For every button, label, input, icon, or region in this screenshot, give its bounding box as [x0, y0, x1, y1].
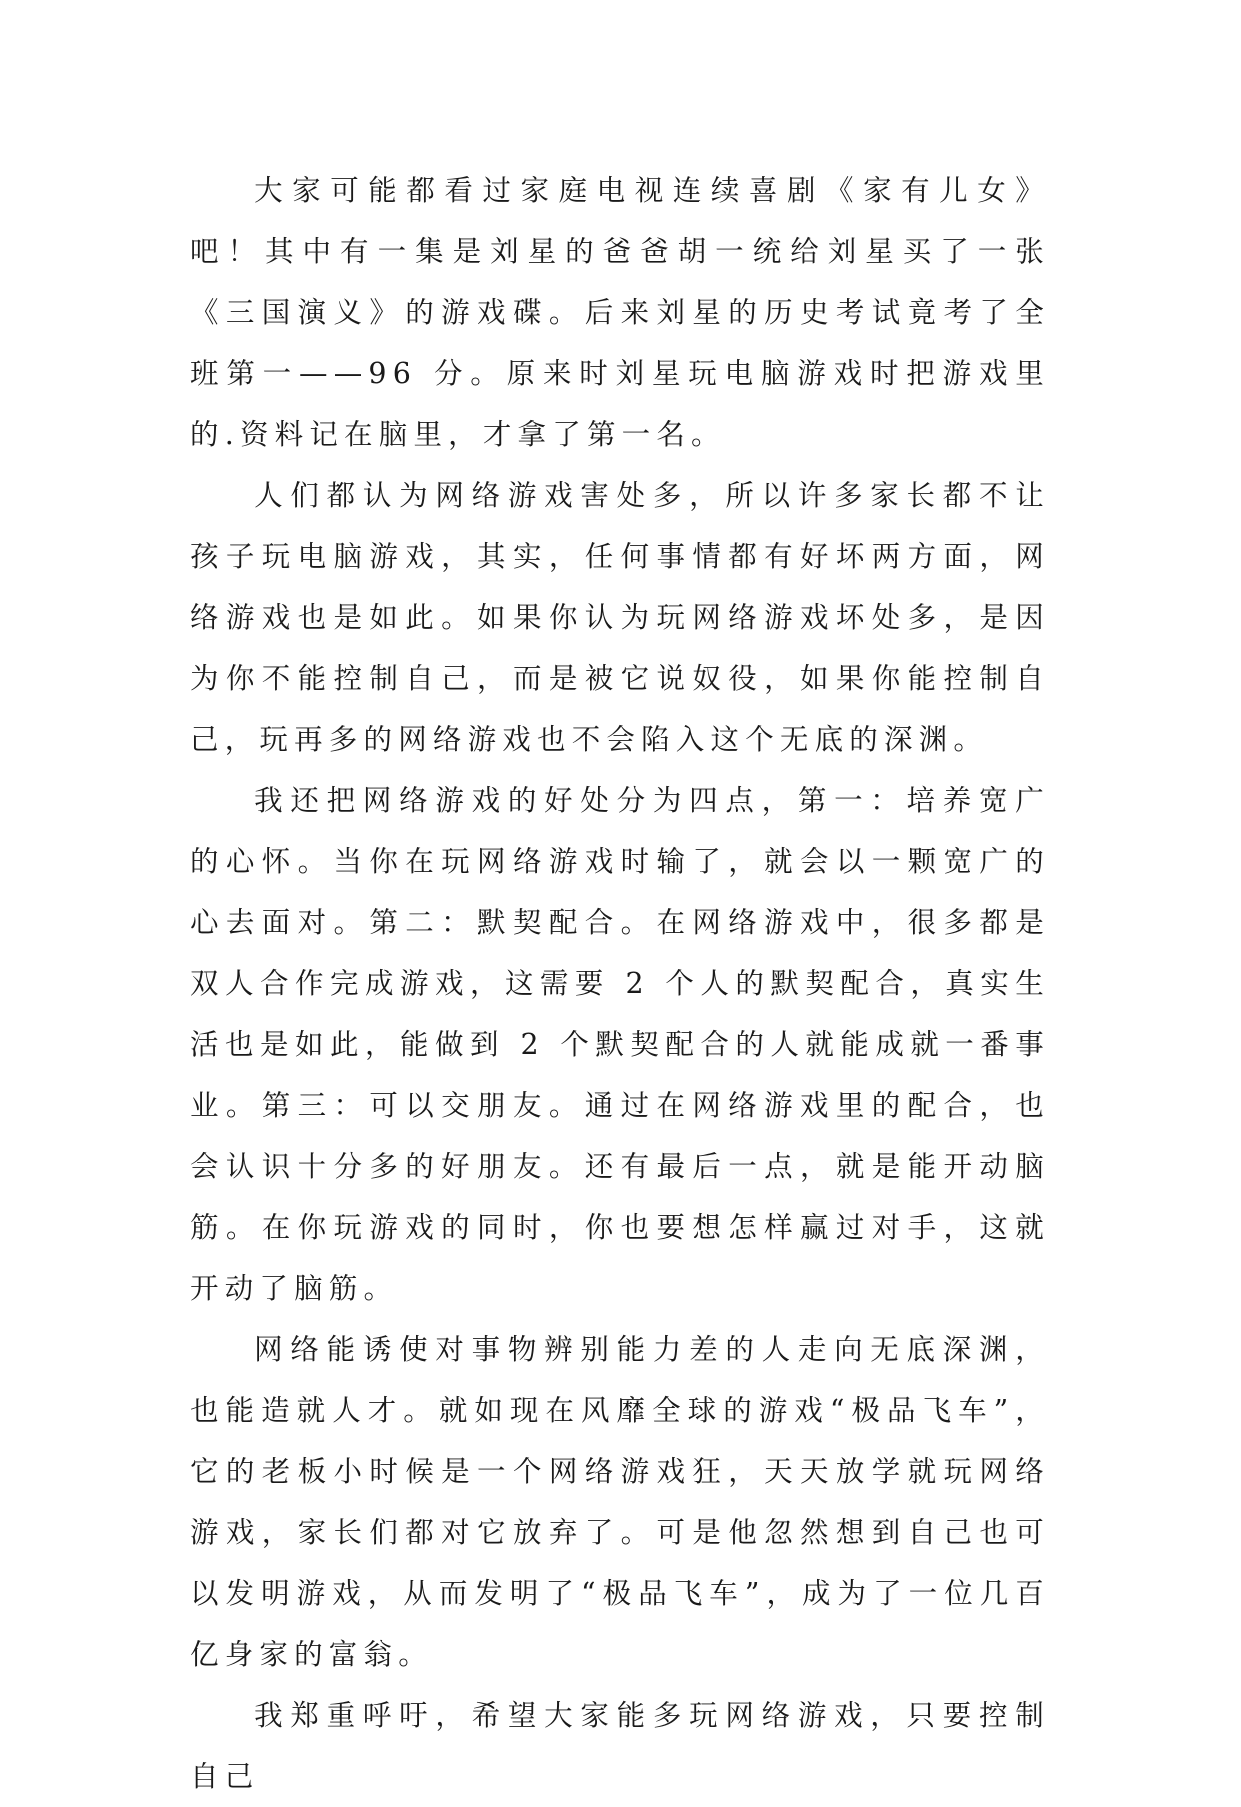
paragraph-3: 我还把网络游戏的好处分为四点，第一：培养宽广的心怀。当你在玩网络游戏时输了，就会以一颗宽广的心去面对。第二：默契配合。在网络游戏中，很多都是双人合作完成游戏，这需要 2 个人的默契配合，真实生活也是如此，能做到 2 个默契配合的人就能成就一番事业。第三：可以交朋友。通过在网络游戏里的配合，也会认识十分多的好朋友。还有最后一点，就是能开动脑筋。在你玩游戏的同时，你也要想怎样赢过对手，这就开动了脑筋。	[190, 784, 1050, 1305]
paragraph-1: 大家可能都看过家庭电视连续喜剧《家有儿女》吧！其中有一集是刘星的爸爸胡一统给刘星买了一张《三国演义》的游戏碟。后来刘星的历史考试竟考了全班第一——96 分。原来时刘星玩电脑游戏时把游戏里的.资料记在脑里，才拿了第一名。	[190, 174, 1050, 451]
document-body	[190, 160, 1050, 1807]
paragraph-5: 我郑重呼吁，希望大家能多玩网络游戏，只要控制自己	[190, 1699, 1050, 1793]
paragraph-4: 网络能诱使对事物辨别能力差的人走向无底深渊，也能造就人才。就如现在风靡全球的游戏“极品飞车”，它的老板小时候是一个网络游戏狂，天天放学就玩网络游戏，家长们都对它放弃了。可是他忽然想到自己也可以发明游戏，从而发明了“极品飞车”，成为了一位几百亿身家的富翁。	[190, 1333, 1050, 1671]
paragraph-2: 人们都认为网络游戏害处多，所以许多家长都不让孩子玩电脑游戏，其实，任何事情都有好坏两方面，网络游戏也是如此。如果你认为玩网络游戏坏处多，是因为你不能控制自己，而是被它说奴役，如果你能控制自己，玩再多的网络游戏也不会陷入这个无底的深渊。	[190, 479, 1050, 756]
